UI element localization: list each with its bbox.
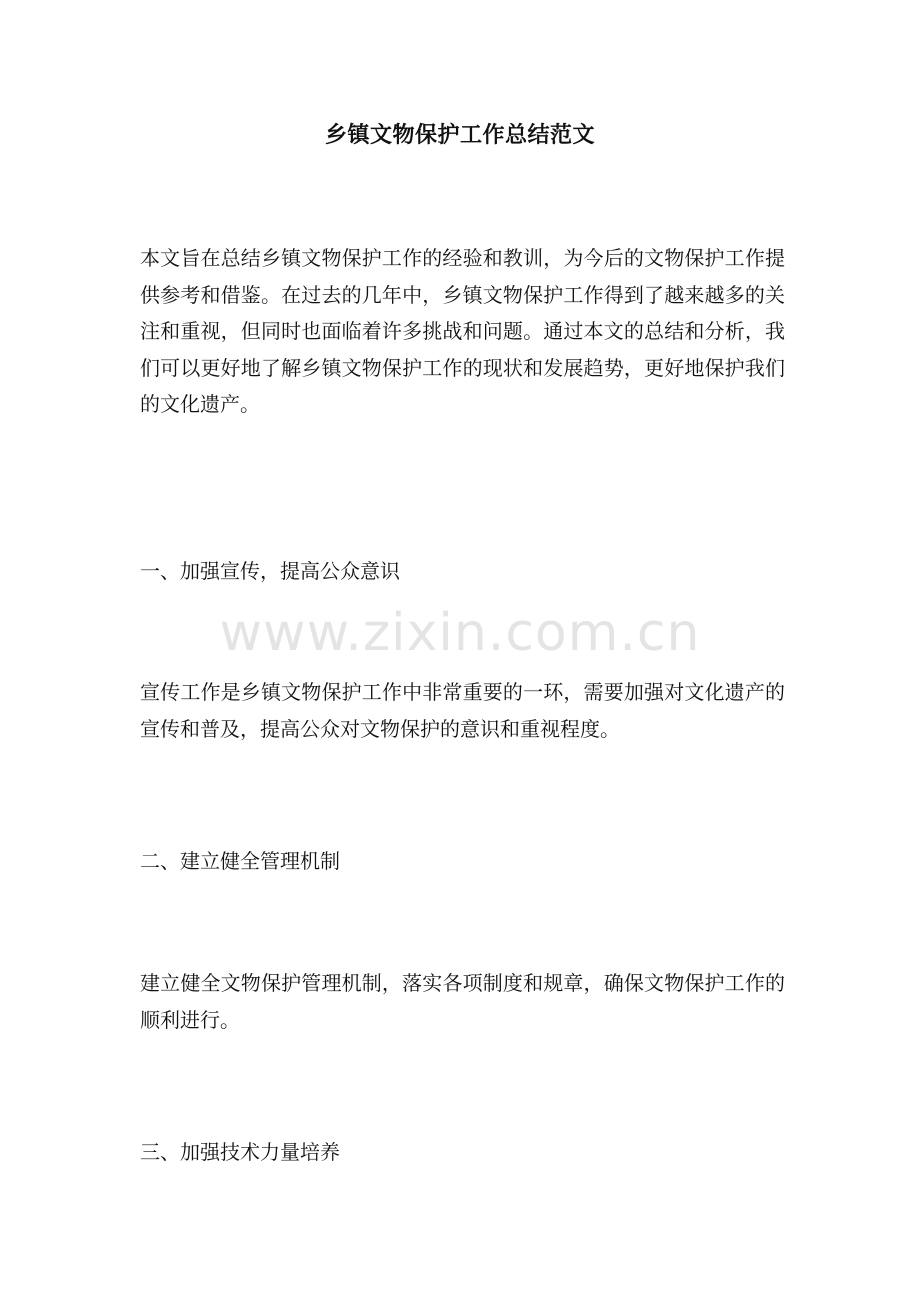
watermark: www.zixin.com.cn bbox=[219, 603, 701, 663]
document-title: 乡镇文物保护工作总结范文 bbox=[324, 123, 595, 148]
intro-paragraph: 本文旨在总结乡镇文物保护工作的经验和教训，为今后的文物保护工作提供参考和借鉴。在过去的几年中，乡镇文物保护工作得到了越来越多的关注和重视，但同时也面临着许多挑战和问题。通过本文的总结和分析，我们可以更好地了解乡镇文物保护工作的现状和发展趋势，更好地保护我们的文化遗产。 bbox=[140, 246, 785, 417]
section-heading-1: 一、加强宣传，提高公众意识 bbox=[140, 559, 400, 583]
section-body-2: 建立健全文物保护管理机制，落实各项制度和规章，确保文物保护工作的顺利进行。 bbox=[140, 971, 785, 1032]
section-heading-2: 二、建立健全管理机制 bbox=[140, 849, 340, 873]
section-body-1: 宣传工作是乡镇文物保护工作中非常重要的一环，需要加强对文化遗产的宣传和普及，提高公众对文物保护的意识和重视程度。 bbox=[140, 680, 785, 741]
section-heading-3: 三、加强技术力量培养 bbox=[140, 1140, 340, 1164]
